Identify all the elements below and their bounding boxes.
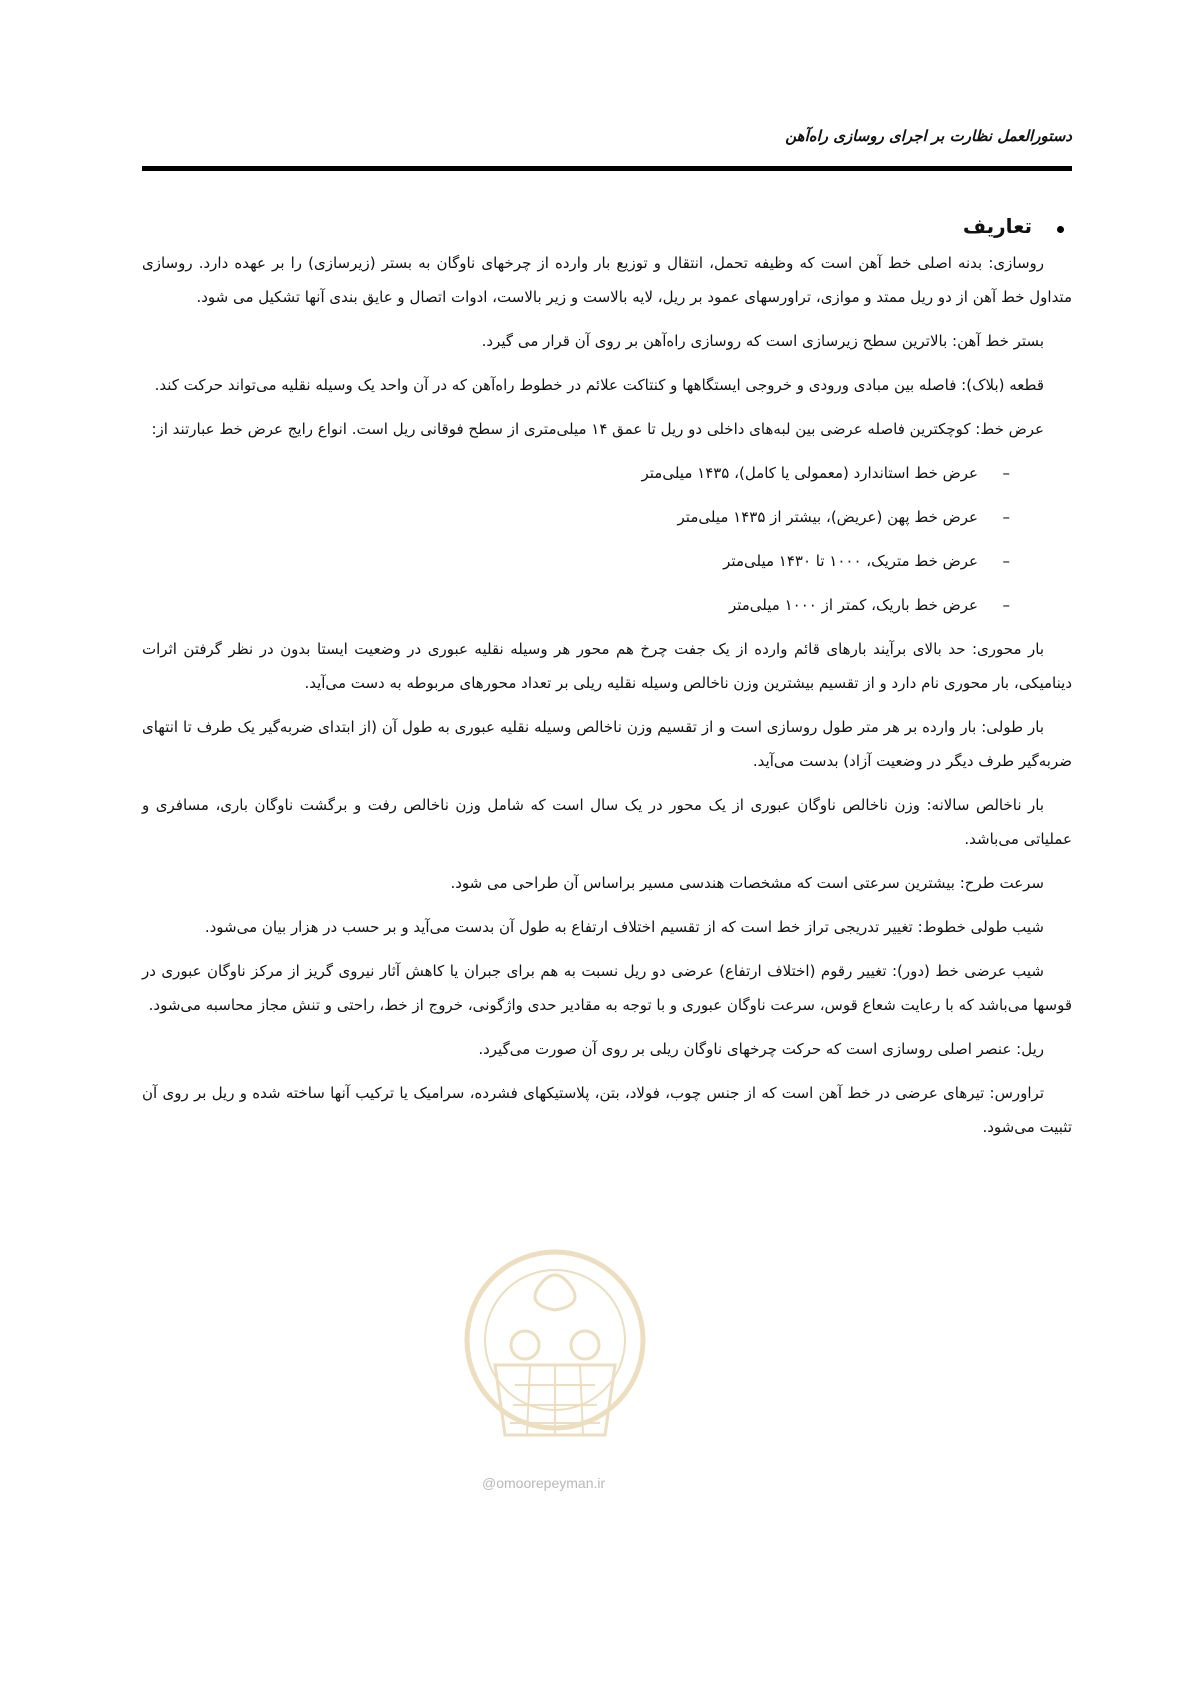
paragraph-axle-load: بار محوری: حد بالای برآیند بارهای قائم وارده از یک جفت چرخ هم محور هر وسیله نقلیه عبوری در وضعیت ایستا بدون در نظر گرفتن اثرات دینامیکی، بار محوری نام دارد و از تقسیم بیشترین وزن ناخالص وسیله نقلیه ریلی بر تعداد محورهای مربوطه به دست می‌آید.	[142, 640, 1072, 692]
paragraph-design-speed: سرعت طرح: بیشترین سرعتی است که مشخصات هندسی مسیر براساس آن طراحی می شود.	[450, 874, 1044, 892]
paragraph-track-bed: بستر خط آهن: بالاترین سطح زیرسازی است که روسازی راه‌آهن بر روی آن قرار می گیرد.	[481, 332, 1044, 350]
paragraph-sleeper: تراورس: تیرهای عرضی در خط آهن است که از جنس چوب، فولاد، بتن، پلاستیکهای فشرده، سرامیک یا ترکیب آنها ساخته شده و ریل بر روی آن تثبیت می‌شود.	[142, 1084, 1072, 1136]
paragraph-annual-tonnage: بار ناخالص سالانه: وزن ناخالص ناوگان عبوری از یک محور در یک سال است که شامل وزن ناخالص رفت و برگشت ناوگان باری، مسافری و عملیاتی می‌باشد.	[142, 796, 1072, 848]
watermark-caption: @omoorepeyman.ir	[482, 1475, 606, 1491]
gauge-list	[142, 456, 1072, 622]
header-divider	[142, 166, 1072, 171]
paragraph-cant: شیب عرضی خط (دور): تغییر رقوم (اختلاف ارتفاع) عرضی دو ریل نسبت به هم برای جبران یا کاهش آثار نیروی گریز از مرکز ناوگان عبوری در قوسها می‌باشد که با رعایت شعاع قوس، سرعت ناوگان عبوری و با توجه به مقادیر حدی واژگونی، خروج از خط، راحتی و تنش مجاز محاسبه می‌شود.	[142, 962, 1072, 1014]
header-title: دستورالعمل نظارت بر اجرای روسازی راه‌آهن	[785, 127, 1072, 145]
dash-icon: –	[1002, 464, 1010, 482]
bullet-icon	[1057, 226, 1064, 233]
seal-logo-icon	[455, 1245, 655, 1455]
dash-icon: –	[1002, 552, 1010, 570]
document-body	[142, 214, 1072, 1154]
paragraph-linear-load: بار طولی: بار وارده بر هر متر طول روسازی است و از تقسیم وزن ناخالص وسیله نقلیه عبوری به طول آن (از ابتدای ضربه‌گیر یک طرف تا انتهای ضربه‌گیر طرف دیگر در وضعیت آزاد) بدست می‌آید.	[142, 718, 1072, 770]
paragraph-longitudinal-grade: شیب طولی خطوط: تغییر تدریجی تراز خط است که از تقسیم اختلاف ارتفاع به طول آن بدست می‌آید و بر حسب در هزار بیان می‌شود.	[204, 918, 1044, 936]
paragraph-rail: ریل: عنصر اصلی روسازی است که حرکت چرخهای ناوگان ریلی بر روی آن صورت می‌گیرد.	[478, 1040, 1044, 1058]
paragraph-gauge: عرض خط: کوچکترین فاصله عرضی بین لبه‌های داخلی دو ریل تا عمق ۱۴ میلی‌متری از سطح فوقانی ریل است. انواع رایج عرض خط عبارتند از:	[151, 420, 1044, 438]
dash-icon: –	[1002, 508, 1010, 526]
paragraph-track-structure: روسازی: بدنه اصلی خط آهن است که وظیفه تحمل، انتقال و توزیع بار وارده از چرخهای ناوگان به بستر (زیرسازی) را بر عهده دارد. روسازی متداول خط آهن از دو ریل ممتد و موازی، تراورسهای عمود بر ریل، لایه بالاست و زیر بالاست، ادوات اتصال و عایق بندی آنها تشکیل می شود.	[142, 254, 1072, 306]
section-title-text: تعاریف	[962, 214, 1032, 238]
list-item: – عرض خط باریک، کمتر از ۱۰۰۰ میلی‌متر	[142, 588, 1010, 622]
list-item: – عرض خط پهن (عریض)، بیشتر از ۱۴۳۵ میلی‌متر	[142, 500, 1010, 534]
paragraph-block: قطعه (بلاک): فاصله بین مبادی ورودی و خروجی ایستگاهها و کنتاکت علائم در خطوط راه‌آهن که در آن واحد یک وسیله نقلیه می‌تواند حرکت کند.	[154, 376, 1044, 394]
dash-icon: –	[1002, 596, 1010, 614]
list-item: – عرض خط متریک، ۱۰۰۰ تا ۱۴۳۰ میلی‌متر	[142, 544, 1010, 578]
list-item: – عرض خط استاندارد (معمولی یا کامل)، ۱۴۳۵ میلی‌متر	[142, 456, 1010, 490]
page-header	[142, 126, 1072, 146]
section-title	[142, 214, 1072, 238]
